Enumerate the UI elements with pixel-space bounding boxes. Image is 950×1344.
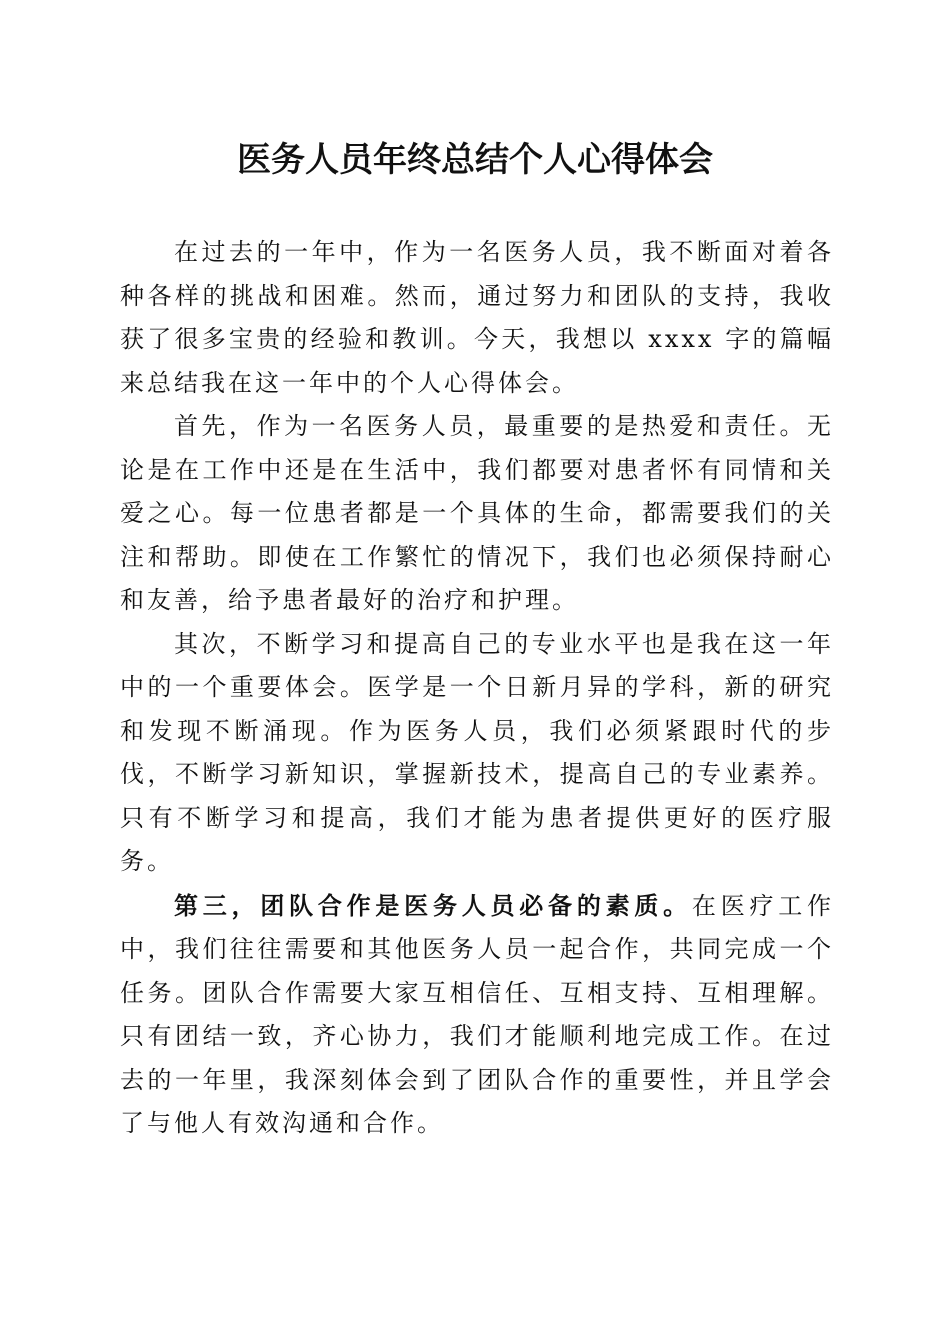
- paragraph-4: [120, 884, 834, 1146]
- paragraph-3: [120, 623, 834, 884]
- paragraph-text: 在过去的一年中，作为一名医务人员，我不断面对着各种各样的挑战和困难。然而，通过努力和团队的支持，我收获了很多宝贵的经验和教训。今天，我想以 xxxx 字的篇幅来总结我在这一年中的个人心得体会。: [120, 238, 834, 397]
- document-title: 医务人员年终总结个人心得体会: [237, 140, 713, 180]
- document-body: [120, 231, 834, 1146]
- paragraph-lead-sentence: 第三，团队合作是医务人员必备的素质。: [174, 890, 692, 920]
- paragraph-text: 首先，作为一名医务人员，最重要的是热爱和责任。无论是在工作中还是在生活中，我们都要对患者怀有同情和关爱之心。每一位患者都是一个具体的生命，都需要我们的关注和帮助。即使在工作繁忙的情况下，我们也必须保持耐心和友善，给予患者最好的治疗和护理。: [120, 412, 834, 614]
- paragraph-2: [120, 405, 834, 623]
- paragraph-text: 在医疗工作中，我们往往需要和其他医务人员一起合作，共同完成一个任务。团队合作需要大家互相信任、互相支持、互相理解。只有团结一致，齐心协力，我们才能顺利地完成工作。在过去的一年里，我深刻体会到了团队合作的重要性，并且学会了与他人有效沟通和合作。: [120, 891, 835, 1137]
- paragraph-text: 其次，不断学习和提高自己的专业水平也是我在这一年中的一个重要体会。医学是一个日新月异的学科，新的研究和发现不断涌现。作为医务人员，我们必须紧跟时代的步伐，不断学习新知识，掌握新技术，提高自己的专业素养。只有不断学习和提高，我们才能为患者提供更好的医疗服务。: [120, 629, 834, 875]
- paragraph-1: [120, 231, 834, 405]
